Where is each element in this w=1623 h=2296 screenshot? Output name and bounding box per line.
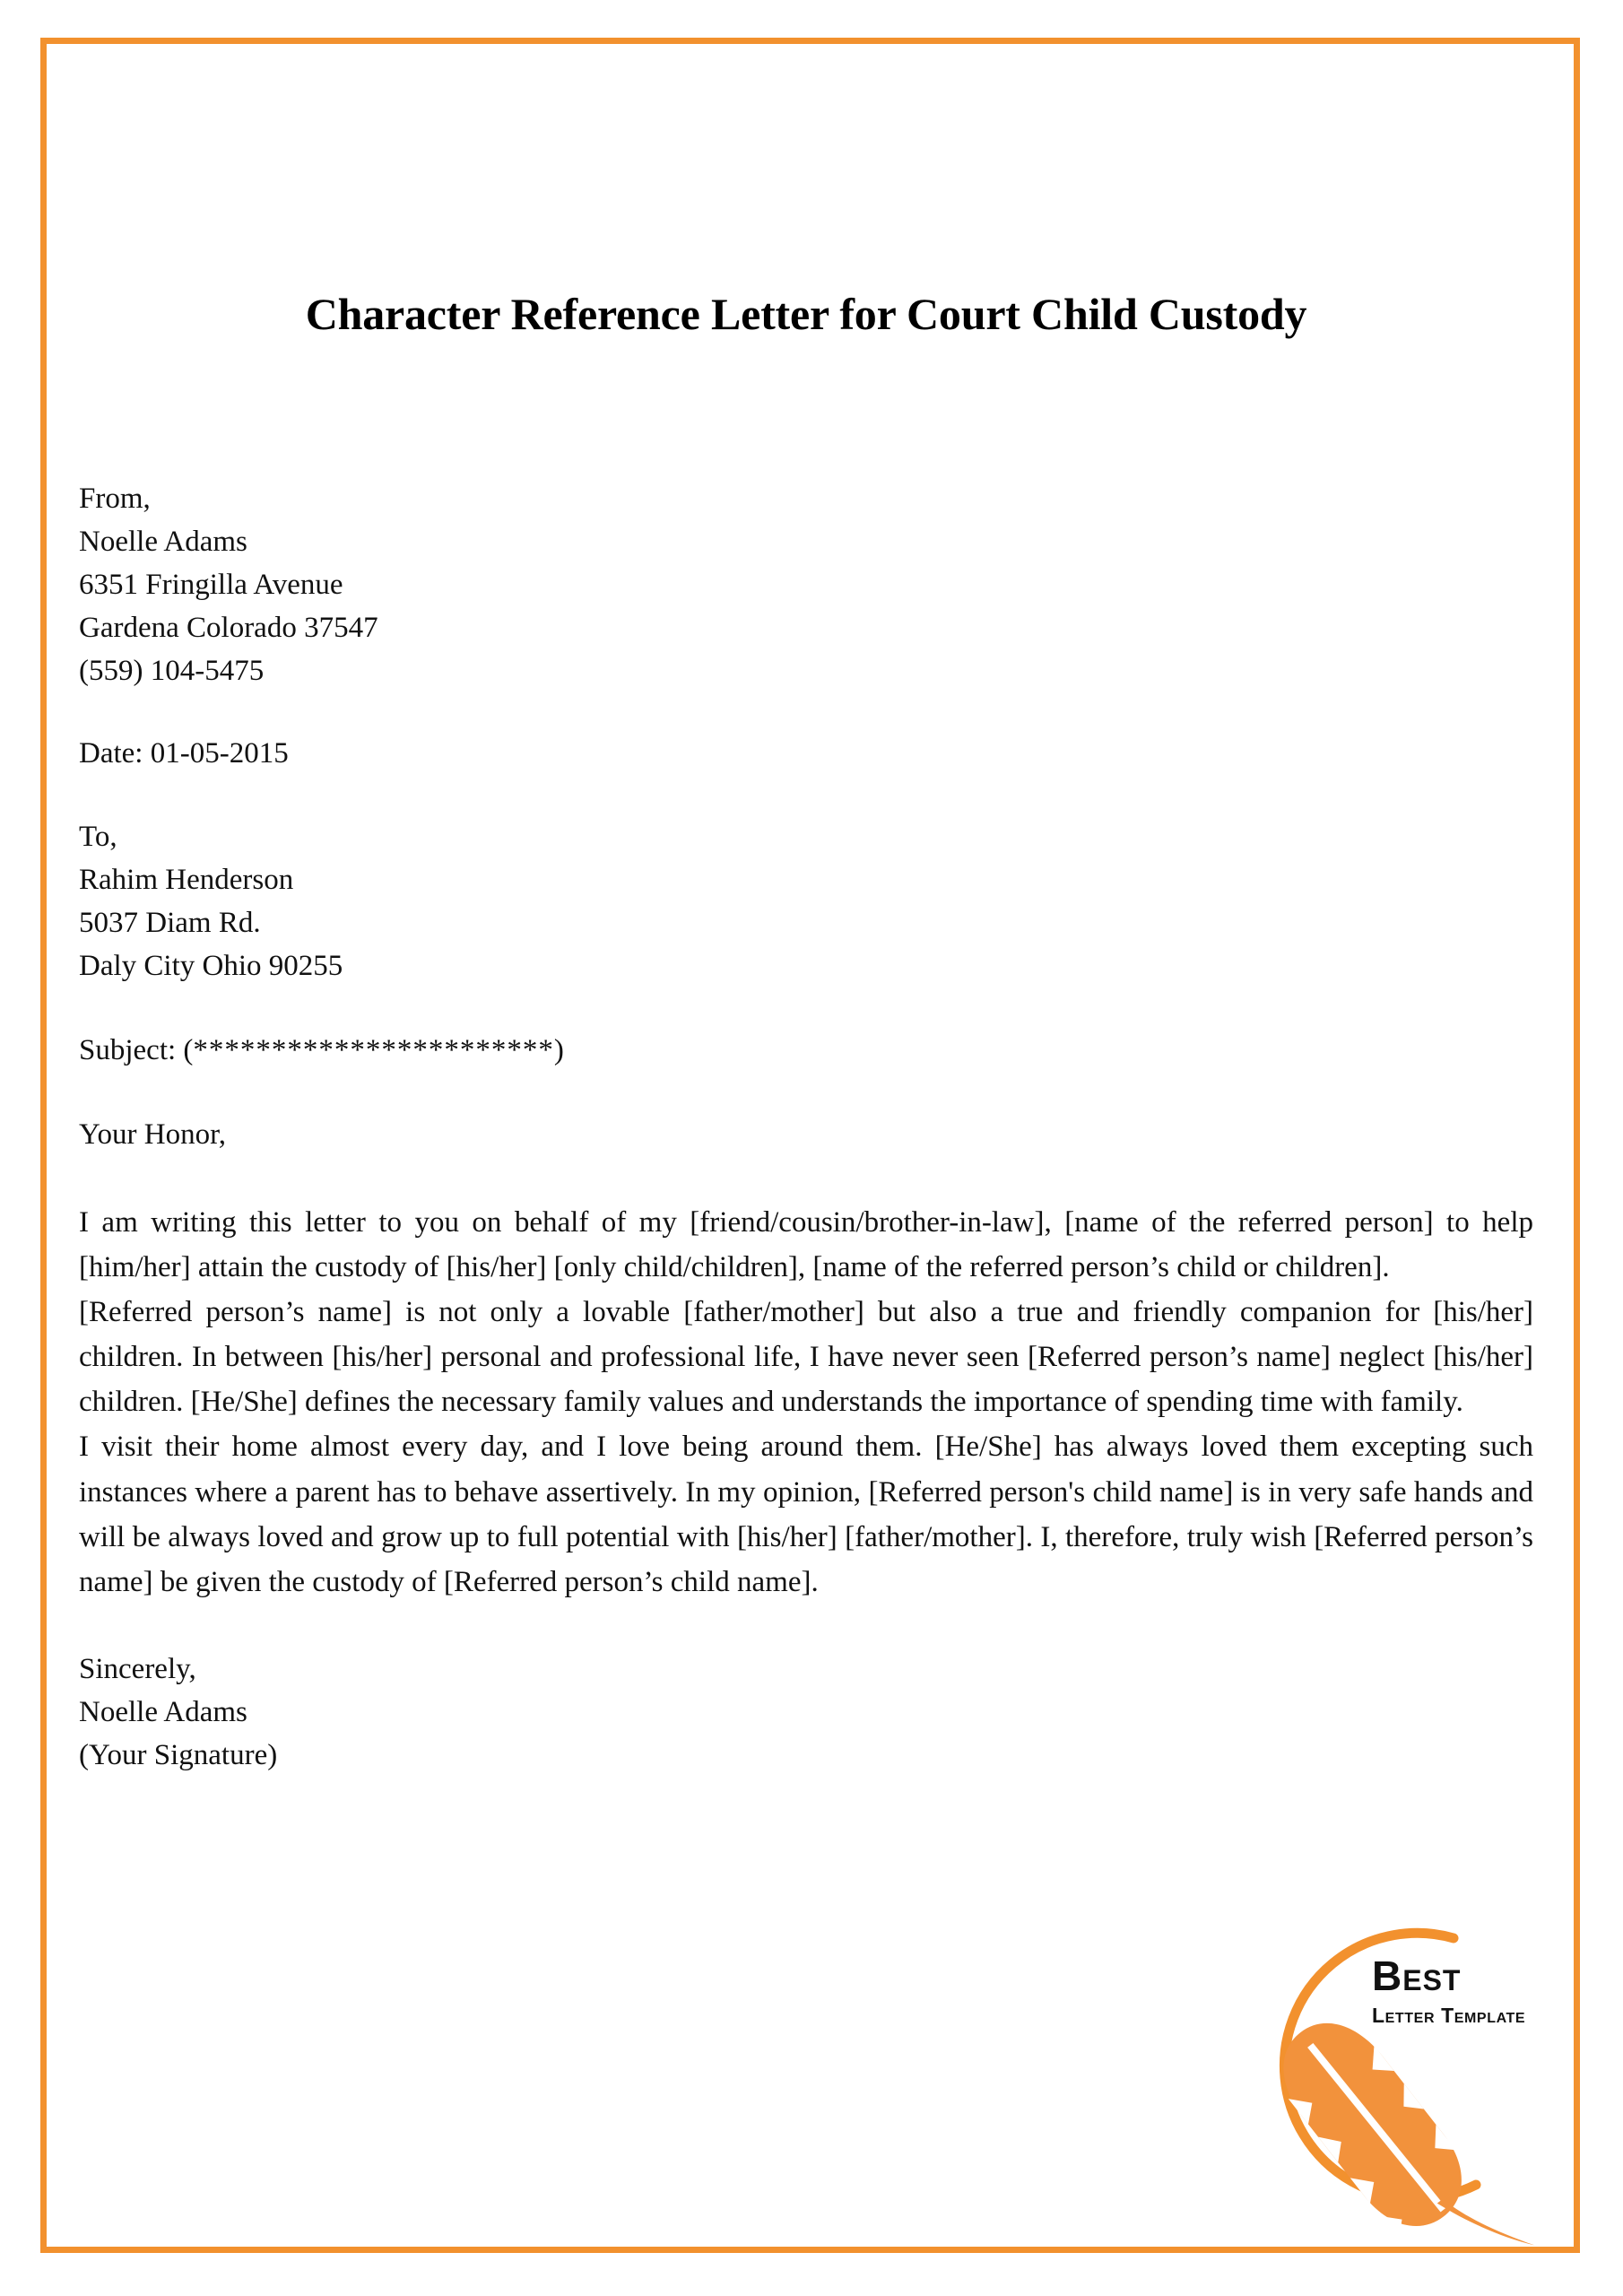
- sender-name: Noelle Adams: [79, 525, 247, 558]
- closing-valediction: Sincerely,: [79, 1652, 196, 1685]
- sender-phone: (559) 104-5475: [79, 655, 265, 688]
- closing-block: [79, 1648, 1533, 1778]
- subject-close-paren: ): [553, 1034, 564, 1067]
- subject-line: [79, 1029, 1533, 1072]
- recipient-street: 5037 Diam Rd.: [79, 906, 261, 939]
- body-paragraph-3: I visit their home almost every day, and I love being around them. [He/She] has always loved them excepting such instances where a parent has to behave assertively. In my opinion, [Referred person's child name] is in very safe hands and will be always loved and grow up to full potential with [his/her] [father/mother]. I, therefore, truly wish [Referred person’s name] be given the custody of [Referred person’s child name].: [79, 1431, 1533, 1598]
- brand-logo: [1236, 1900, 1569, 2258]
- logo-wordmark: [1372, 1952, 1569, 2027]
- recipient-city: Daly City Ohio 90255: [79, 950, 343, 983]
- logo-brand-name: Best: [1372, 1952, 1462, 1999]
- date-line: Date: 01-05-2015: [79, 737, 289, 770]
- logo-tagline: Letter Template: [1372, 2004, 1526, 2027]
- sender-address-block: [79, 477, 1533, 693]
- letter-content: [79, 0, 1533, 1777]
- recipient-label: To,: [79, 820, 117, 853]
- body-paragraph-1: I am writing this letter to you on behalf of my [friend/cousin/brother-in-law], [name of the referred person] to help [him/her] attain the custody of [his/her] [only child/children], [name of the referred person’s child or children].: [79, 1205, 1533, 1283]
- body-paragraph-2: [Referred person’s name] is not only a lovable [father/mother] but also a true and friendly companion for [his/her] children. In between [his/her] personal and professional life, I have never seen [Referred person’s name] neglect [his/her] children. [He/She] defines the necessary family values and understands the importance of spending time with family.: [79, 1295, 1533, 1419]
- page-title: Character Reference Letter for Court Child Custody: [305, 289, 1307, 339]
- subject-redacted-text: ***********************: [193, 1034, 554, 1067]
- sender-city: Gardena Colorado 37547: [79, 612, 378, 645]
- closing-name: Noelle Adams: [79, 1696, 247, 1729]
- recipient-name: Rahim Henderson: [79, 863, 294, 896]
- letter-body: [79, 1200, 1533, 1605]
- date-block: [79, 732, 1533, 775]
- salutation-text: Your Honor,: [79, 1118, 227, 1152]
- sender-label: From,: [79, 482, 151, 515]
- subject-label: Subject: (: [79, 1034, 194, 1067]
- closing-signature-placeholder: (Your Signature): [79, 1739, 278, 1772]
- salutation: [79, 1113, 1533, 1156]
- recipient-address-block: [79, 815, 1533, 988]
- sender-street: 6351 Fringilla Avenue: [79, 568, 343, 601]
